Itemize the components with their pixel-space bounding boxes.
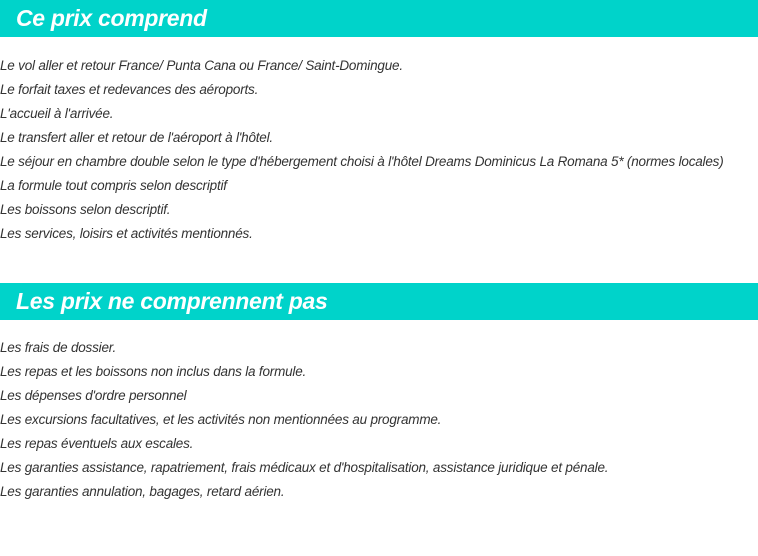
list-item: Le vol aller et retour France/ Punta Cana ou France/ Saint-Domingue.: [0, 58, 403, 73]
list-item: Les dépenses d'ordre personnel: [0, 388, 187, 403]
list-item: Les repas et les boissons non inclus dans la formule.: [0, 364, 307, 379]
list-item: Les garanties annulation, bagages, retard aérien.: [0, 484, 285, 499]
list-item: Le forfait taxes et redevances des aéroports.: [0, 82, 259, 97]
included-section: [0, 0, 758, 246]
list-item: Les excursions facultatives, et les activités non mentionnées au programme.: [0, 412, 442, 427]
list-item: Le séjour en chambre double selon le type d'hébergement choisi à l'hôtel Dreams Dominicus La Romana 5* (normes locales): [0, 154, 724, 169]
list-item: La formule tout compris selon descriptif: [0, 178, 227, 193]
list-item: L'accueil à l'arrivée.: [0, 106, 114, 121]
list-item: Les frais de dossier.: [0, 340, 117, 355]
section-heading: Les prix ne comprennent pas: [0, 283, 758, 320]
section-heading: Ce prix comprend: [0, 0, 758, 37]
list-item: Les repas éventuels aux escales.: [0, 436, 194, 451]
list-item: Le transfert aller et retour de l'aéroport à l'hôtel.: [0, 130, 273, 145]
list-item: Les services, loisirs et activités mentionnés.: [0, 226, 253, 241]
included-list: [0, 37, 758, 246]
list-item: Les garanties assistance, rapatriement, frais médicaux et d'hospitalisation, assistance juridique et pénale.: [0, 460, 609, 475]
list-item: Les boissons selon descriptif.: [0, 202, 171, 217]
excluded-section: [0, 283, 758, 504]
excluded-list: [0, 320, 758, 504]
